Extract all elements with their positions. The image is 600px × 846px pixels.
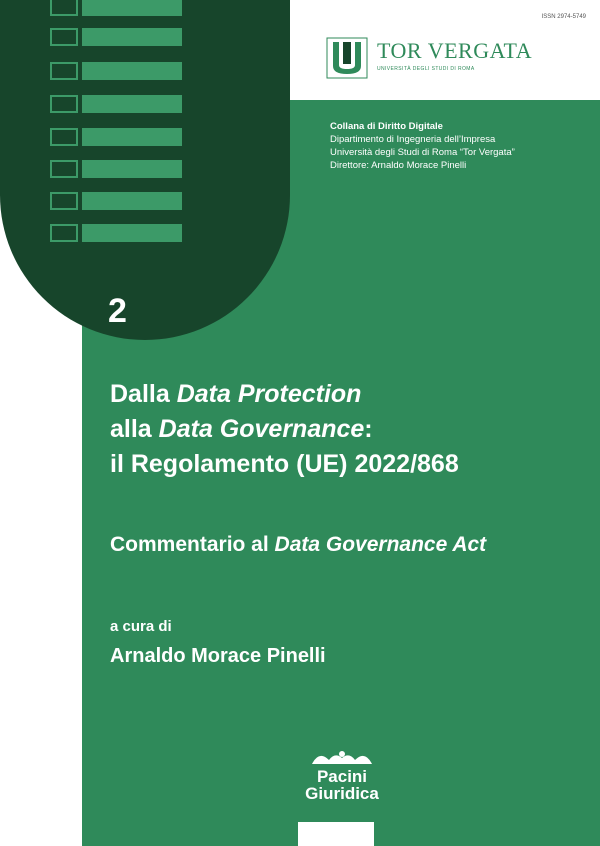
series-university: Università degli Studi di Roma “Tor Vergata” <box>330 147 515 158</box>
university-emblem-icon <box>325 36 369 80</box>
volume-number: 2 <box>108 292 127 330</box>
bar-row <box>50 28 190 46</box>
publisher-ornament-icon <box>307 748 377 768</box>
series-name: Collana di Diritto Digitale <box>330 121 443 132</box>
book-subtitle: Commentario al Data Governance Act <box>110 533 487 556</box>
bar-row <box>50 128 190 146</box>
bar-row <box>50 62 190 80</box>
publisher-logo <box>287 748 397 808</box>
university-logo <box>325 36 585 86</box>
bar-row <box>50 224 190 242</box>
series-department: Dipartimento di Ingegneria dell’Impresa <box>330 134 496 145</box>
university-name: TOR VERGATA <box>377 38 533 63</box>
publisher-name-line-2: Giuridica <box>305 784 379 803</box>
curator-name: Arnaldo Morace Pinelli <box>110 645 326 667</box>
bar-row <box>50 0 190 16</box>
decorative-bars <box>50 0 190 210</box>
decorative-dark-panel <box>0 0 290 340</box>
bar-row <box>50 192 190 210</box>
book-title <box>110 377 580 482</box>
title-line-2: alla Data Governance: <box>110 415 373 443</box>
university-subtitle: UNIVERSITÀ DEGLI STUDI DI ROMA <box>377 66 475 72</box>
curator-label: a cura di <box>110 618 172 635</box>
bar-row <box>50 95 190 113</box>
bottom-tab <box>298 822 374 846</box>
title-line-1: Dalla Data Protection <box>110 380 362 408</box>
title-line-3: il Regolamento (UE) 2022/868 <box>110 450 459 478</box>
series-info <box>330 120 585 172</box>
bar-row <box>50 160 190 178</box>
publisher-name-line-1: Pacini <box>316 767 368 786</box>
series-director: Direttore: Arnaldo Morace Pinelli <box>330 160 467 171</box>
issn-label: ISSN 2974-5749 <box>541 14 586 20</box>
